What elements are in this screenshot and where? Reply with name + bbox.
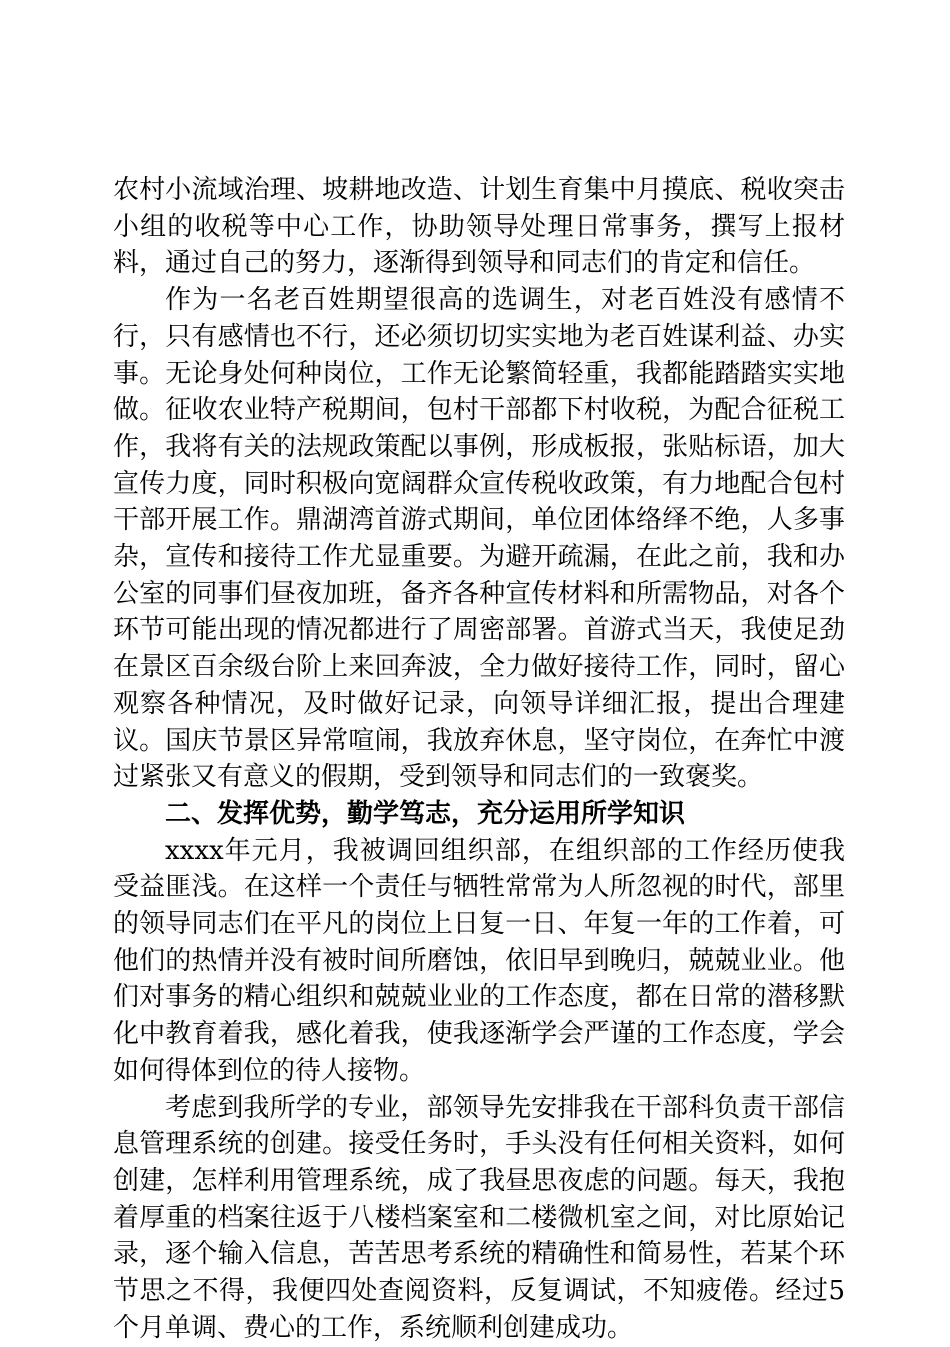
paragraph-1: 农村小流域治理、坡耕地改造、计划生育集中月摸底、税收突击小组的收税等中心工作，协助领导处理日常事务，撰写上报材料，通过自己的努力，逐渐得到领导和同志们的肯定和信任。 bbox=[113, 175, 845, 279]
section-heading-2: 二、发挥优势，勤学笃志，充分运用所学知识 bbox=[165, 798, 686, 829]
document-body bbox=[113, 172, 845, 1347]
paragraph-3: xxxx年元月，我被调回组织部，在组织部的工作经历使我受益匪浅。在这样一个责任与牺牲常常为人所忽视的时代，部里的领导同志们在平凡的岗位上日复一日、年复一年的工作着，可他们的热情并没有被时间所磨蚀，依旧早到晚归，兢兢业业。他们对事务的精心组织和兢兢业业的工作态度，都在日常的潜移默化中教育着我，感化着我，使我逐渐学会严谨的工作态度，学会如何得体到位的待人接物。 bbox=[113, 835, 845, 1086]
paragraph-2: 作为一名老百姓期望很高的选调生，对老百姓没有感情不行，只有感情也不行，还必须切切实实地为老百姓谋利益、办实事。无论身处何种岗位，工作无论繁简轻重，我都能踏踏实实地做。征收农业特产税期间，包村干部都下村收税，为配合征税工作，我将有关的法规政策配以事例，形成板报，张贴标语，加大宣传力度，同时积极向宽阔群众宣传税收政策，有力地配合包村干部开展工作。鼎湖湾首游式期间，单位团体络绎不绝，人多事杂，宣传和接待工作尤显重要。为避开疏漏，在此之前，我和办公室的同事们昼夜加班，备齐各种宣传材料和所需物品，对各个环节可能出现的情况都进行了周密部署。首游式当天，我使足劲在景区百余级台阶上来回奔波，全力做好接待工作，同时，留心观察各种情况，及时做好记录，向领导详细汇报，提出合理建议。国庆节景区异常喧闹，我放弃休息，坚守岗位，在奔忙中渡过紧张又有意义的假期，受到领导和同志们的一致褒奖。 bbox=[113, 285, 845, 793]
paragraph-4: 考虑到我所学的专业，部领导先安排我在干部科负责干部信息管理系统的创建。接受任务时，手头没有任何相关资料，如何创建，怎样利用管理系统，成了我昼思夜虑的问题。每天，我抱着厚重的档案往返于八楼档案室和二楼微机室之间，对比原始记录，逐个输入信息，苦苦思考系统的精确性和简易性，若某个环节思之不得，我便四处查阅资料，反复调试，不知疲倦。经过5个月单调、费心的工作，系统顺利创建成功。 bbox=[113, 1092, 845, 1343]
